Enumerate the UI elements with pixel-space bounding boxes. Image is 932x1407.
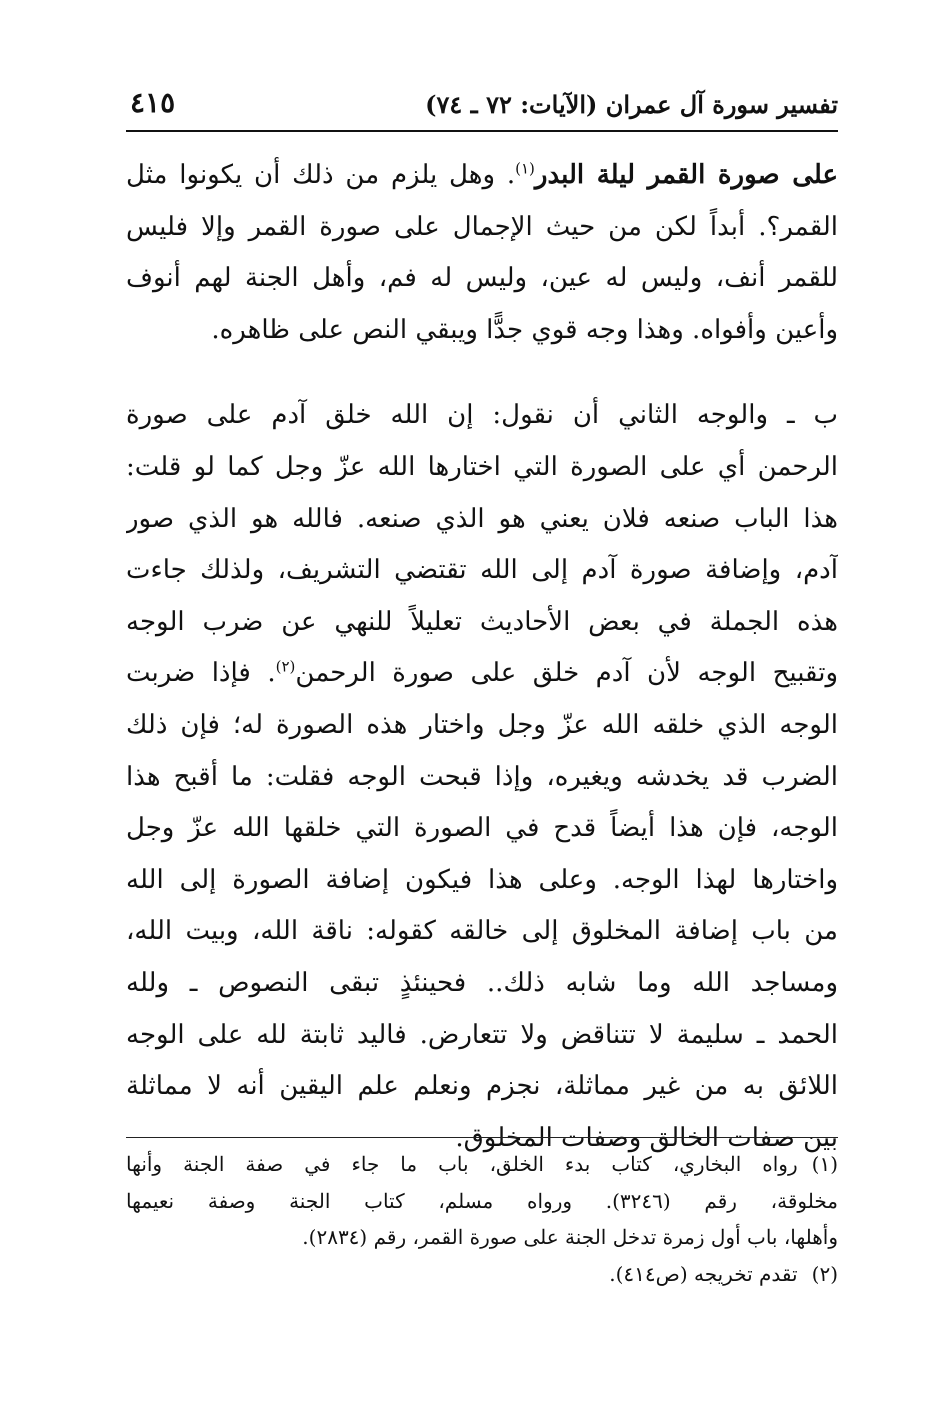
body-line: الوجه، فإن هذا أيضاً قدح في الصورة التي خلقها الله عزّ وجل xyxy=(126,813,838,844)
body-line xyxy=(126,150,838,202)
body-line: آدم، وإضافة صورة آدم إلى الله تقتضي التشريف، ولذلك جاءت xyxy=(126,555,838,586)
footnote-number: (١) xyxy=(811,1152,838,1176)
body-line xyxy=(126,648,838,700)
body-line: اللائق به من غير مماثلة، نجزم ونعلم علم اليقين أنه لا مماثلة xyxy=(126,1071,838,1102)
footnote-ref-1: (١) xyxy=(515,159,535,178)
body-line: هذا الباب صنعه فلان يعني هو الذي صنعه. فالله هو الذي صور xyxy=(126,503,838,534)
page-header xyxy=(126,84,838,130)
body-line: بين صفات الخالق وصفات المخلوق. xyxy=(455,1122,838,1153)
body-line: ومساجد الله وما شابه ذلك.. فحينئذٍ تبقى النصوص ـ ولله xyxy=(126,967,838,998)
footnote-line: وأهلها، باب أول زمرة تدخل الجنة على صورة القمر، رقم (٢٨٣٤). xyxy=(302,1225,838,1249)
footnote-text: تقدم تخريجه (ص٤١٤). xyxy=(609,1261,798,1286)
body-line: القمر؟. أبداً لكن من حيث الإجمال على صورة القمر وإلا فليس xyxy=(126,211,838,242)
header-rule xyxy=(126,130,838,132)
body-line-text: وتقبيح الوجه لأن آدم خلق على صورة الرحمن xyxy=(295,658,838,689)
body-line-text: . فإذا ضربت xyxy=(126,658,276,689)
body-line: ب ـ والوجه الثاني أن نقول: إن الله خلق آدم على صورة xyxy=(126,400,838,431)
footnote-line: مخلوقة، رقم (٣٢٤٦). ورواه مسلم، كتاب الجنة وصفة نعيمها xyxy=(126,1188,838,1213)
emphasized-phrase: على صورة القمر ليلة البدر xyxy=(534,160,838,190)
body-line-text: . وهل يلزم من ذلك أن يكونوا مثل xyxy=(126,160,516,190)
body-line: واختارها لهذا الوجه. وعلى هذا فيكون إضافة الصورة إلى الله xyxy=(126,864,838,895)
body-line: من باب إضافة المخلوق إلى خالقه كقوله: ناقة الله، وبيت الله، xyxy=(126,916,838,947)
footnote-rule xyxy=(126,1137,838,1138)
footnote-line xyxy=(126,1146,838,1183)
body-line: الضرب قد يخدشه ويغيره، وإذا قبحت الوجه فقلت: ما أقبح هذا xyxy=(126,761,838,792)
footnote-number: (٢) xyxy=(811,1261,838,1286)
page-number: ٤١٥ xyxy=(130,86,176,119)
body-line: وأعين وأفواه. وهذا وجه قوي جدًّا ويبقي النص على ظاهره. xyxy=(211,314,838,345)
body-line: الحمد ـ سليمة لا تتناقض ولا تتعارض. فاليد ثابتة لله على الوجه xyxy=(126,1019,838,1050)
footnote-ref-2: (٢) xyxy=(275,657,296,676)
body-line: الوجه الذي خلقه الله عزّ وجل واختار هذه الصورة له؛ فإن ذلك xyxy=(126,709,838,740)
paragraph-gap xyxy=(126,356,838,390)
running-head: تفسير سورة آل عمران (الآيات: ٧٢ ـ ٧٤) xyxy=(425,90,838,119)
body-text xyxy=(126,150,838,1164)
footnotes xyxy=(126,1146,838,1292)
body-line: الرحمن أي على الصورة التي اختارها الله عزّ وجل كما لو قلت: xyxy=(126,451,838,482)
body-line: للقمر أنف، وليس له عين، وليس له فم، وأهل الجنة لهم أنوف xyxy=(126,263,838,294)
footnote-text: رواه البخاري، كتاب بدء الخلق، باب ما جاء في صفة الجنة وأنها xyxy=(126,1152,798,1176)
footnote-line xyxy=(126,1256,838,1293)
body-line: هذه الجملة في بعض الأحاديث تعليلاً للنهي عن ضرب الوجه xyxy=(126,606,838,637)
